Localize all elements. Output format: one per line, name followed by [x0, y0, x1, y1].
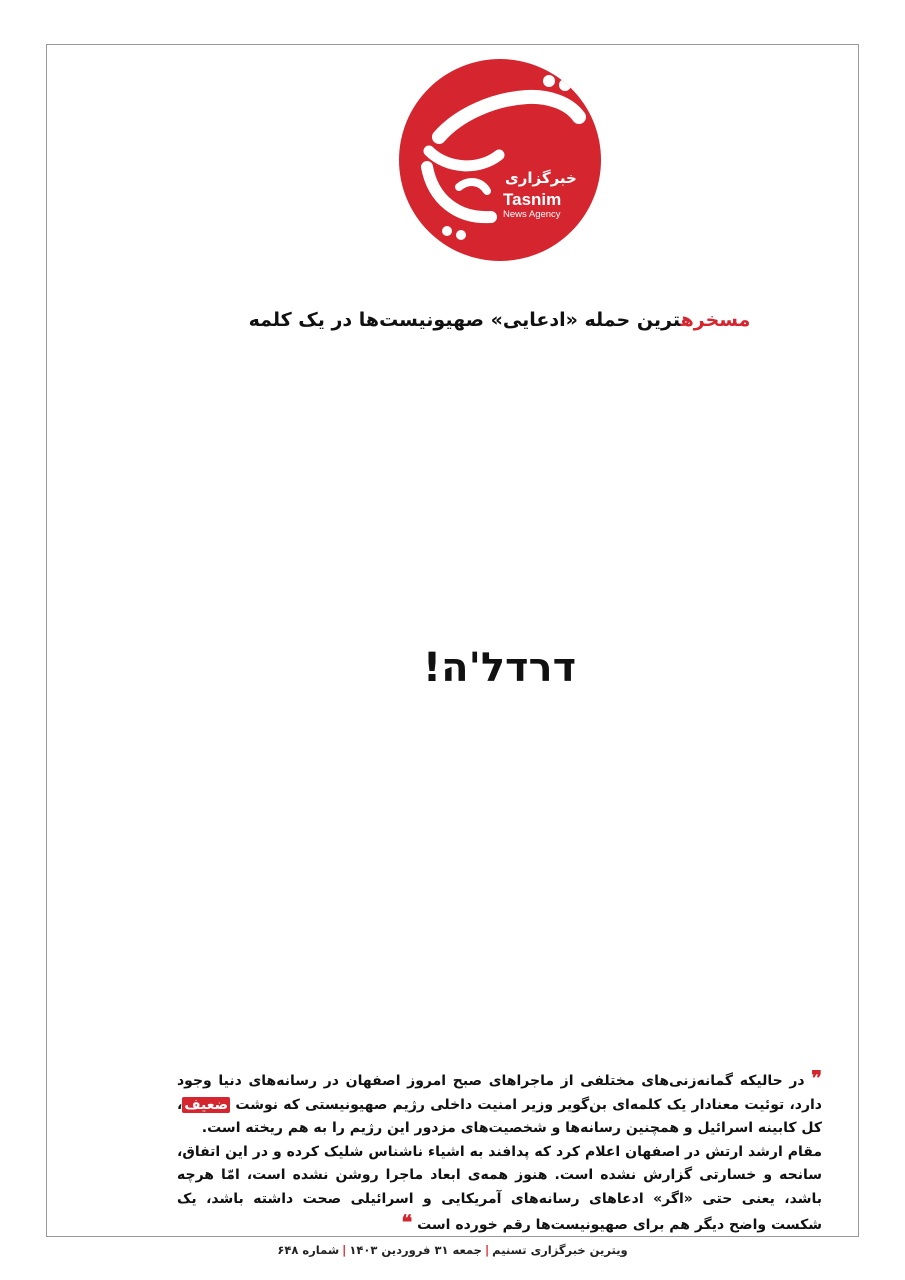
paragraph-1: [177, 1067, 822, 1141]
page-frame: [46, 44, 859, 1237]
footer-date: جمعه ۳۱ فروردین ۱۴۰۳: [349, 1243, 482, 1257]
footer-separator: |: [342, 1243, 347, 1257]
headline-rest: ترین حمله «ادعایی» صهیونیست‌ها در یک کلمه: [248, 309, 681, 331]
logo-subtitle: News Agency: [503, 209, 561, 220]
big-word: דרדל'ה!: [422, 645, 577, 691]
highlight-word: ضعیف: [184, 1096, 229, 1113]
close-quote-icon: ❝: [401, 1210, 413, 1234]
footer-separator: |: [484, 1243, 490, 1257]
headline-accent: مسخره: [680, 309, 751, 331]
paragraph-2: [177, 1141, 822, 1238]
footer-issue: شماره ۶۴۸: [277, 1243, 340, 1257]
article-body: [177, 1067, 822, 1238]
open-quote-icon: ❞: [811, 1066, 822, 1090]
footer: [200, 1243, 705, 1257]
logo-text-fa: خبرگزاری: [505, 169, 577, 187]
logo-text-en: Tasnim: [503, 190, 562, 209]
paragraph-1-start: در حالیکه گمانه‌زنی‌های مختلفی از ماجراهای صبح امروز اصفهان در رسانه‌های دنیا وجود دارد، توئیت معنادار یک کلمه‌ای بن‌گویر وزیر امنیت داخلی رژیم صهیونیستی که نوشت: [177, 1073, 822, 1113]
paragraph-1-end: ، کل کابینه اسرائیل و همچنین رسانه‌ها و شخصیت‌های مزدور این رژیم را به هم ریخته است.: [177, 1096, 822, 1136]
paragraph-2-text: مقام ارشد ارتش در اصفهان اعلام کرد که پدافند به اشیاء ناشناس شلیک کرده و در این اتفاق، سانحه و خسارتی گزارش نشده است. هنوز همه‌ی ابعاد ماجرا روشن نشده است، امّا هرچه باشد، یعنی حتی «اگر» ادعاهای رسانه‌های آمریکایی و اسرائیلی صحت داشته باشد، یک شکست واضح دیگر هم برای صهیونیست‌ها رقم خورده است: [177, 1143, 822, 1233]
tasnim-calligraphy-icon: [399, 59, 601, 261]
headline: [197, 309, 802, 331]
tasnim-logo: [399, 59, 601, 261]
footer-source: ویترین خبرگزاری تسنیم: [492, 1243, 628, 1257]
